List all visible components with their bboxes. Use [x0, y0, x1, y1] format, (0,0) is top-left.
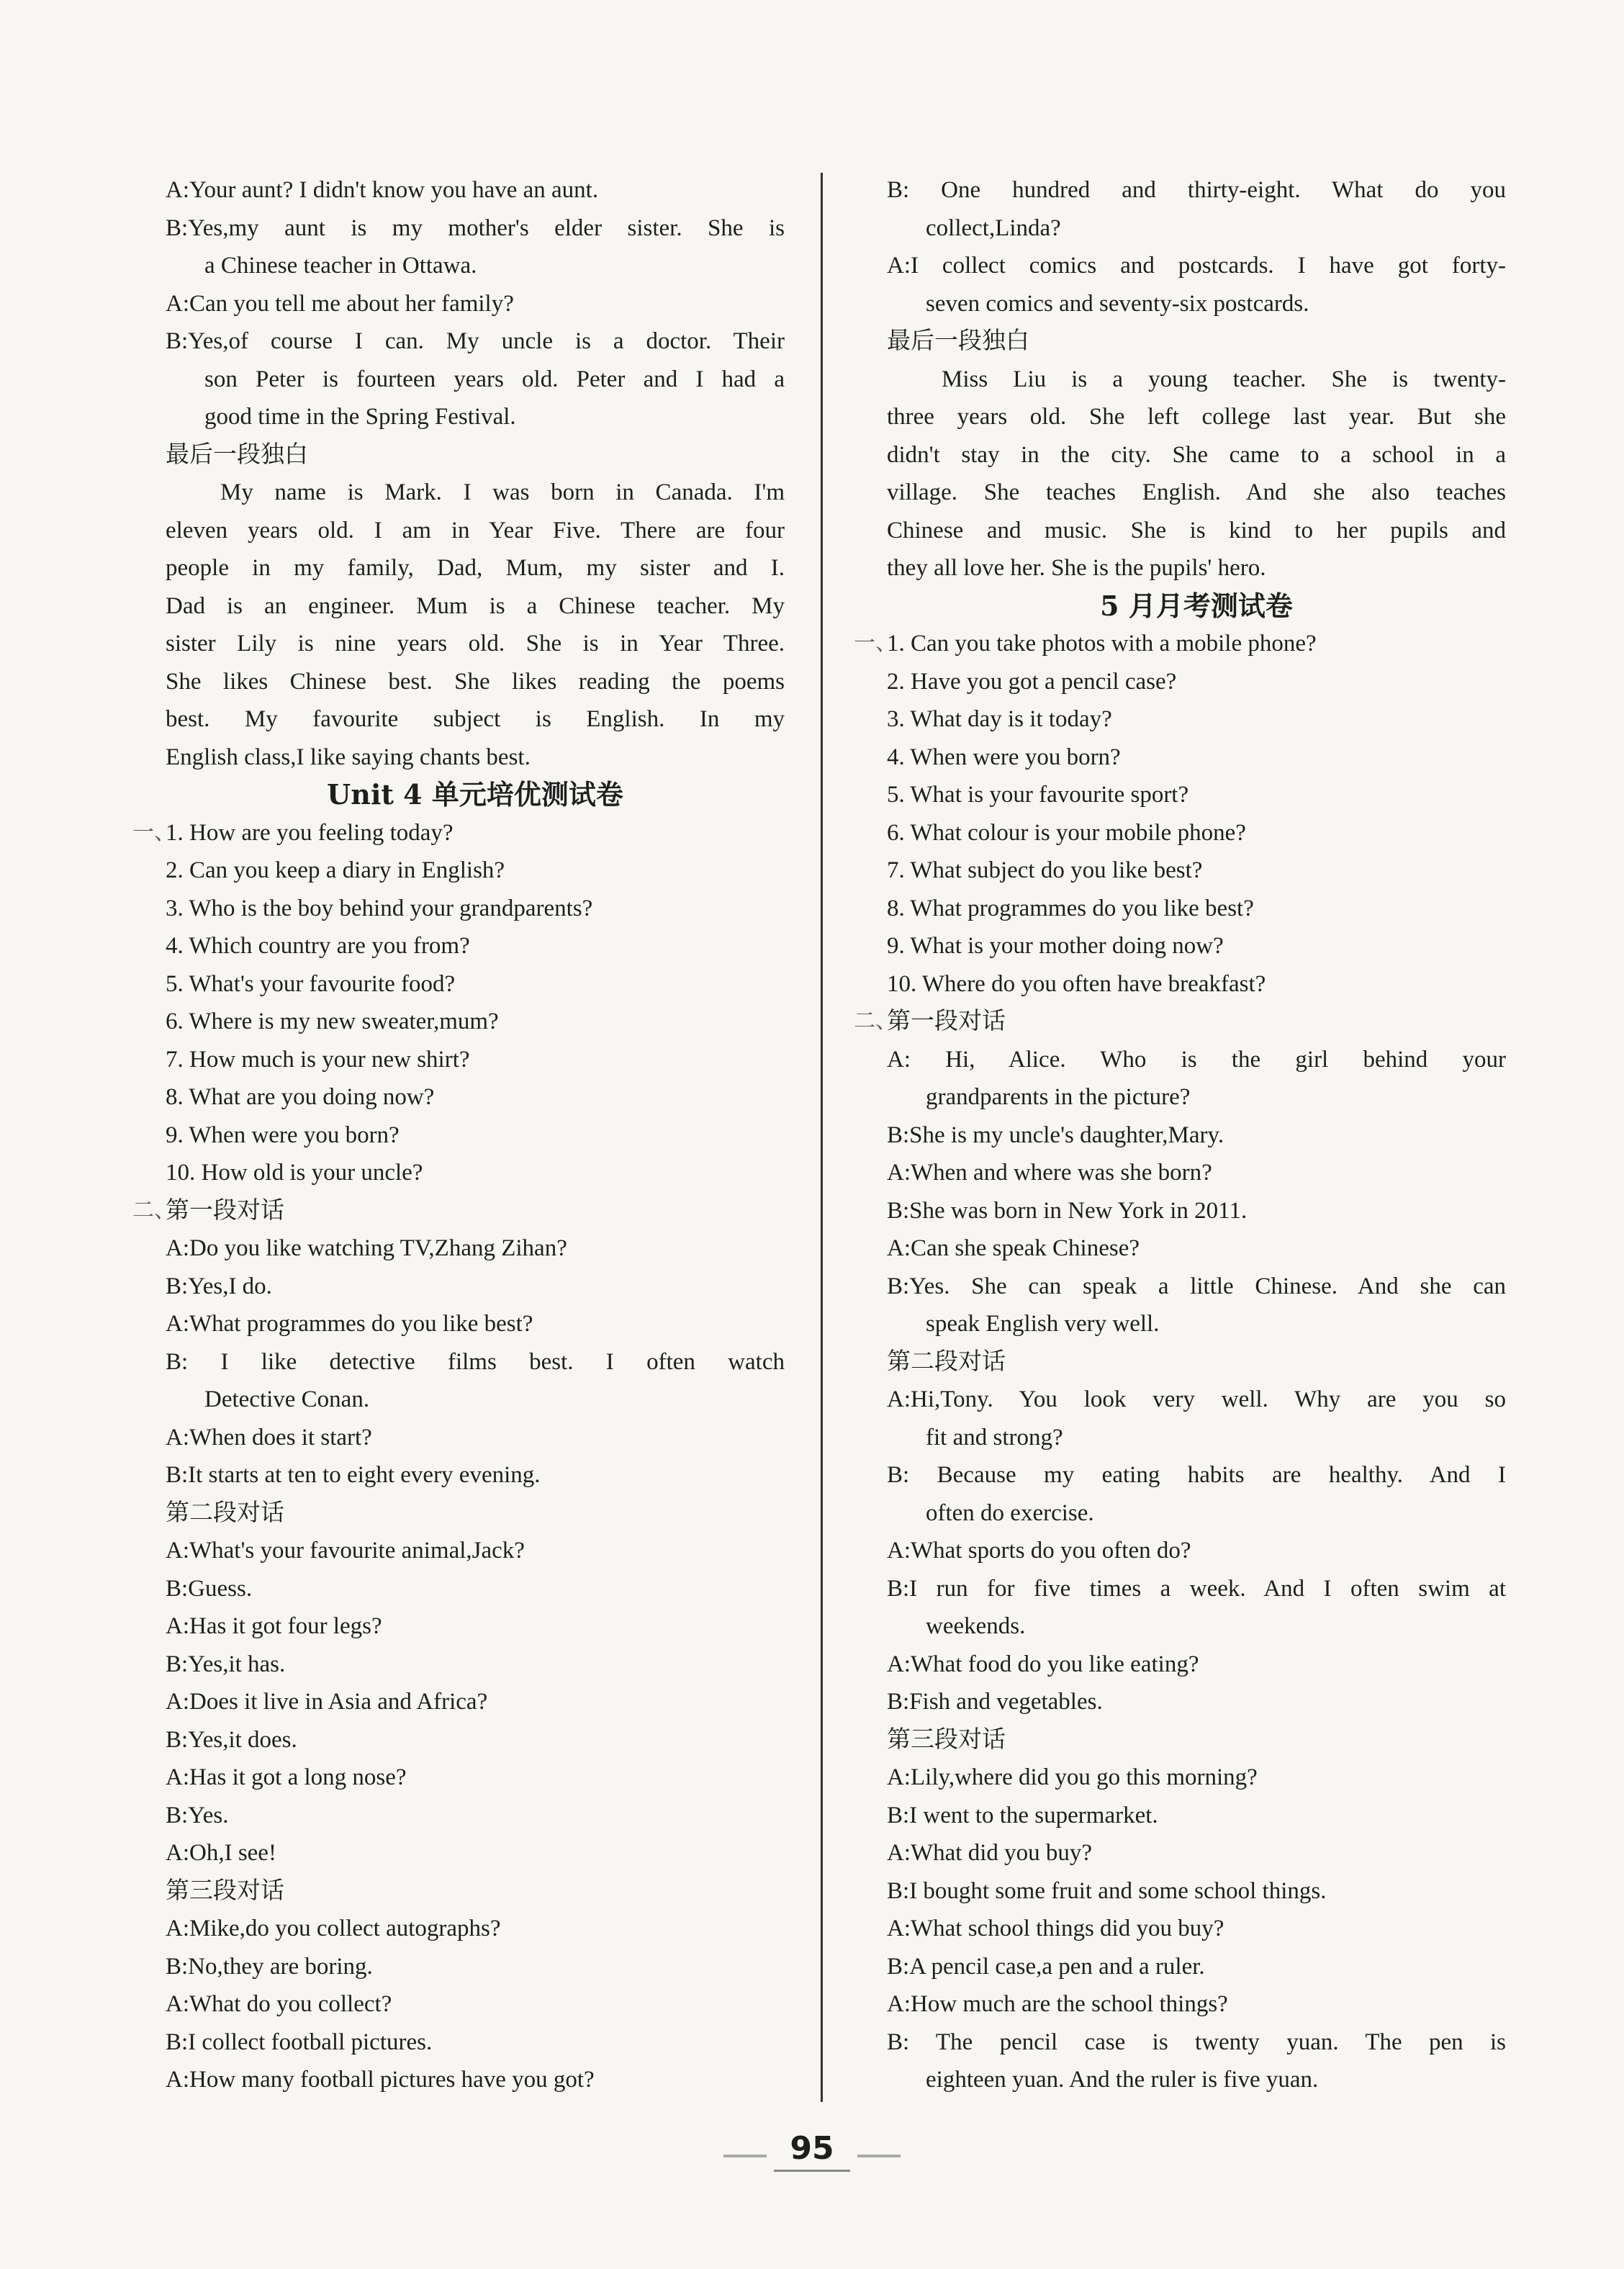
line-text: B:I bought some fruit and some school things. — [887, 1877, 1327, 1904]
text-line — [887, 361, 1506, 399]
column-divider — [821, 173, 823, 2102]
line-text: A:Can you tell me about her family? — [166, 290, 514, 317]
line-text: didn't stay in the city. She came to a school in a — [887, 441, 1506, 468]
text-line — [887, 1230, 1506, 1268]
line-text: A:What do you collect? — [166, 1991, 392, 2017]
text-line — [887, 852, 1506, 890]
line-text: 第一段对话 — [887, 1009, 1006, 1034]
line-text: 6. What colour is your mobile phone? — [887, 819, 1246, 846]
text-line — [166, 1154, 785, 1192]
line-text: A:Do you like watching TV,Zhang Zihan? — [166, 1235, 567, 1261]
line-text: A:Has it got a long nose? — [166, 1764, 407, 1790]
line-text: Chinese and music. She is kind to her pupils and — [887, 517, 1506, 543]
footer-ornament-right — [857, 2155, 901, 2157]
text-line — [887, 1985, 1506, 2024]
line-text: B:Yes. She can speak a little Chinese. And she can — [887, 1273, 1506, 1299]
text-line — [166, 1948, 785, 1986]
text-line — [887, 1456, 1506, 1494]
line-text: 9. When were you born? — [166, 1122, 400, 1148]
text-line — [887, 1607, 1506, 1646]
text-line — [887, 700, 1506, 739]
line-text: 4. When were you born? — [887, 744, 1121, 770]
line-text: A: Hi, Alice. Who is the girl behind your — [887, 1046, 1506, 1073]
text-line — [166, 1494, 785, 1533]
text-line — [887, 209, 1506, 248]
section-marker: 一、 — [854, 631, 897, 655]
text-line — [887, 739, 1506, 777]
text-line — [887, 927, 1506, 965]
text-line — [887, 1797, 1506, 1835]
line-text: A:Lily,where did you go this morning? — [887, 1764, 1258, 1790]
text-line — [887, 1721, 1506, 1759]
line-text: She likes Chinese best. She likes reading the poems — [166, 668, 785, 695]
line-text: A:Does it live in Asia and Africa? — [166, 1689, 488, 1715]
text-line — [166, 1343, 785, 1381]
text-line — [887, 1381, 1506, 1419]
line-text: 最后一段独白 — [166, 441, 308, 468]
text-line — [166, 1117, 785, 1155]
text-line — [166, 322, 785, 361]
text-line — [166, 436, 785, 474]
page-footer — [0, 2127, 1624, 2172]
line-text: Detective Conan. — [204, 1386, 370, 1412]
line-text: A:Your aunt? I didn't know you have an aunt. — [166, 177, 599, 203]
text-line — [166, 625, 785, 663]
line-text: A:How many football pictures have you got? — [166, 2067, 595, 2093]
line-text: B: Because my eating habits are healthy. And I — [887, 1462, 1506, 1488]
line-text: 第二段对话 — [166, 1499, 284, 1526]
line-text: 7. What subject do you like best? — [887, 857, 1203, 883]
line-text: B:Yes. — [166, 1802, 229, 1828]
section-marker: 一、 — [132, 820, 176, 844]
line-text: A:Mike,do you collect autographs? — [166, 1916, 501, 1941]
text-line — [166, 1834, 785, 1872]
line-text: 1. Can you take photos with a mobile phone? — [887, 631, 1317, 657]
line-text: best. My favourite subject is English. In my — [166, 706, 785, 732]
line-text: eleven years old. I am in Year Five. There are four — [166, 517, 785, 543]
text-line — [166, 1759, 785, 1797]
line-text: English class,I like saying chants best. — [166, 744, 531, 770]
text-line — [166, 1532, 785, 1570]
line-text: they all love her. She is the pupils' hero. — [887, 555, 1266, 581]
line-text: A:What did you buy? — [887, 1840, 1093, 1866]
line-text: B:A pencil case,a pen and a ruler. — [887, 1953, 1205, 1980]
text-line — [887, 2061, 1506, 2099]
line-text: A:What food do you like eating? — [887, 1651, 1199, 1677]
line-text: B:I collect football pictures. — [166, 2029, 433, 2055]
text-line — [887, 549, 1506, 587]
line-text: B:I run for five times a week. And I often swim at — [887, 1575, 1506, 1602]
text-line — [887, 1683, 1506, 1721]
text-line — [166, 1041, 785, 1079]
text-line — [166, 587, 785, 626]
line-text: village. She teaches English. And she also teaches — [887, 479, 1506, 505]
line-text: Unit 4 单元培优测试卷 — [327, 778, 623, 811]
text-line — [887, 1117, 1506, 1155]
line-text: sister Lily is nine years old. She is in Year Three. — [166, 631, 785, 657]
line-text: B:I went to the supermarket. — [887, 1802, 1158, 1828]
text-line — [887, 776, 1506, 814]
line-text: A:When does it start? — [166, 1424, 372, 1451]
text-line — [166, 1646, 785, 1684]
text-line — [887, 247, 1506, 285]
text-line — [887, 1343, 1506, 1381]
line-text: three years old. She left college last year. But she — [887, 404, 1506, 430]
text-line — [854, 625, 1506, 663]
text-line — [887, 512, 1506, 550]
line-text: B:She is my uncle's daughter,Mary. — [887, 1122, 1224, 1148]
line-text: A:Can she speak Chinese? — [887, 1235, 1140, 1261]
text-line — [166, 285, 785, 323]
text-line — [887, 1570, 1506, 1608]
line-text: often do exercise. — [926, 1499, 1094, 1526]
line-text: 2. Have you got a pencil case? — [887, 668, 1177, 695]
line-text: B:Guess. — [166, 1575, 253, 1602]
text-line — [887, 1948, 1506, 1986]
section-heading — [887, 587, 1506, 626]
line-text: B: I like detective films best. I often watch — [166, 1348, 785, 1375]
section-marker: 二、 — [854, 1009, 897, 1033]
text-line — [166, 1456, 785, 1494]
line-text: B:Yes,it does. — [166, 1726, 297, 1753]
line-text: A:I collect comics and postcards. I have got forty- — [887, 253, 1506, 279]
line-text: A:When and where was she born? — [887, 1160, 1212, 1186]
text-line — [887, 1910, 1506, 1948]
text-line — [166, 549, 785, 587]
line-text: B:Yes,of course I can. My uncle is a doctor. Their — [166, 328, 785, 354]
text-line — [166, 1230, 785, 1268]
text-line — [166, 1797, 785, 1835]
line-text: grandparents in the picture? — [926, 1084, 1191, 1110]
line-text: son Peter is fourteen years old. Peter and I had a — [204, 366, 785, 392]
line-text: 5. What is your favourite sport? — [887, 782, 1189, 808]
text-line — [887, 965, 1506, 1003]
line-text: a Chinese teacher in Ottawa. — [204, 253, 477, 279]
line-text: A:Hi,Tony. You look very well. Why are you so — [887, 1386, 1506, 1412]
text-line — [166, 2061, 785, 2099]
line-text: B:It starts at ten to eight every evening. — [166, 1462, 541, 1488]
text-line — [166, 927, 785, 965]
text-line — [887, 890, 1506, 928]
text-line — [887, 171, 1506, 209]
section-marker: 二、 — [132, 1198, 176, 1222]
text-line — [887, 1154, 1506, 1192]
line-text: 2. Can you keep a diary in English? — [166, 857, 505, 883]
line-text: B:Yes,it has. — [166, 1651, 286, 1677]
text-line — [887, 285, 1506, 323]
text-line — [132, 1192, 785, 1230]
line-text: B:She was born in New York in 2011. — [887, 1197, 1248, 1224]
line-text: B:No,they are boring. — [166, 1953, 373, 1980]
text-line — [166, 171, 785, 209]
text-line — [887, 2024, 1506, 2062]
text-line — [166, 1721, 785, 1759]
line-text: B:Fish and vegetables. — [887, 1689, 1103, 1715]
line-text: A:Has it got four legs? — [166, 1613, 382, 1639]
text-line — [166, 1985, 785, 2024]
line-text: fit and strong? — [926, 1424, 1063, 1451]
line-text: 最后一段独白 — [887, 328, 1029, 354]
text-line — [166, 663, 785, 701]
line-text: 第一段对话 — [166, 1197, 284, 1224]
text-line — [166, 1419, 785, 1457]
text-line — [166, 890, 785, 928]
text-line — [166, 247, 785, 285]
line-text: B: The pencil case is twenty yuan. The pen is — [887, 2029, 1506, 2055]
left-column — [132, 171, 785, 2099]
line-text: 5. What's your favourite food? — [166, 970, 456, 997]
right-column — [854, 171, 1506, 2099]
text-line — [166, 398, 785, 436]
line-text: B:Yes,my aunt is my mother's elder sister. She is — [166, 215, 785, 241]
text-line — [166, 1381, 785, 1419]
line-text: A:What sports do you often do? — [887, 1538, 1191, 1564]
text-line — [132, 814, 785, 852]
text-line — [166, 1872, 785, 1911]
line-text: A:Oh,I see! — [166, 1840, 276, 1866]
line-text: Dad is an engineer. Mum is a Chinese teacher. My — [166, 592, 785, 619]
line-text: people in my family, Dad, Mum, my sister and I. — [166, 555, 785, 581]
line-text: B:Yes,I do. — [166, 1273, 272, 1299]
text-line — [887, 814, 1506, 852]
text-line — [887, 1646, 1506, 1684]
text-line — [166, 1003, 785, 1041]
line-text: 8. What are you doing now? — [166, 1084, 435, 1110]
text-line — [887, 1268, 1506, 1306]
line-text: collect,Linda? — [926, 215, 1061, 241]
line-text: 第三段对话 — [166, 1877, 284, 1904]
line-text: A:What programmes do you like best? — [166, 1311, 533, 1337]
text-line — [166, 512, 785, 550]
line-text: 8. What programmes do you like best? — [887, 895, 1254, 921]
line-text: A:How much are the school things? — [887, 1991, 1228, 2017]
page-number: 95 — [774, 2127, 849, 2172]
text-line — [887, 663, 1506, 701]
text-line — [166, 1570, 785, 1608]
text-line — [887, 474, 1506, 512]
text-line — [887, 1532, 1506, 1570]
line-text: 10. How old is your uncle? — [166, 1160, 423, 1186]
line-text: 7. How much is your new shirt? — [166, 1046, 470, 1073]
line-text: 4. Which country are you from? — [166, 933, 470, 959]
line-text: A:What's your favourite animal,Jack? — [166, 1538, 525, 1564]
text-line — [166, 1683, 785, 1721]
section-heading — [166, 776, 785, 814]
text-line — [166, 965, 785, 1003]
line-text: My name is Mark. I was born in Canada. I'm — [220, 479, 785, 505]
text-line — [166, 1305, 785, 1343]
text-line — [887, 1305, 1506, 1343]
line-text: seven comics and seventy-six postcards. — [926, 290, 1309, 317]
line-text: good time in the Spring Festival. — [204, 404, 516, 430]
line-text: 3. Who is the boy behind your grandparents? — [166, 895, 593, 921]
text-line — [887, 436, 1506, 474]
text-line — [166, 852, 785, 890]
text-line — [887, 398, 1506, 436]
text-line — [166, 2024, 785, 2062]
line-text: 10. Where do you often have breakfast? — [887, 970, 1266, 997]
line-text: 9. What is your mother doing now? — [887, 933, 1224, 959]
text-line — [887, 1834, 1506, 1872]
text-line — [166, 474, 785, 512]
text-line — [887, 1041, 1506, 1079]
text-line — [166, 700, 785, 739]
line-text: 5 月月考测试卷 — [1100, 589, 1293, 622]
text-line — [887, 1192, 1506, 1230]
line-text: 3. What day is it today? — [887, 706, 1112, 732]
line-text: 6. Where is my new sweater,mum? — [166, 1009, 499, 1034]
line-text: 第三段对话 — [887, 1726, 1006, 1753]
text-line — [166, 1607, 785, 1646]
line-text: speak English very well. — [926, 1311, 1160, 1337]
text-line — [887, 1494, 1506, 1533]
line-text: 第二段对话 — [887, 1348, 1006, 1375]
line-text: A:What school things did you buy? — [887, 1916, 1224, 1941]
text-line — [854, 1003, 1506, 1041]
text-line — [887, 1759, 1506, 1797]
text-line — [887, 1078, 1506, 1117]
line-text: eighteen yuan. And the ruler is five yuan. — [926, 2067, 1319, 2093]
footer-ornament-left — [723, 2155, 767, 2157]
text-line — [166, 1268, 785, 1306]
text-line — [887, 1872, 1506, 1911]
text-line — [887, 1419, 1506, 1457]
line-text: 1. How are you feeling today? — [166, 819, 454, 846]
text-line — [166, 1910, 785, 1948]
text-line — [166, 209, 785, 248]
text-line — [166, 1078, 785, 1117]
text-line — [887, 322, 1506, 361]
line-text: B: One hundred and thirty-eight. What do you — [887, 177, 1506, 203]
line-text: weekends. — [926, 1613, 1026, 1639]
text-line — [166, 361, 785, 399]
text-line — [166, 739, 785, 777]
line-text: Miss Liu is a young teacher. She is twenty- — [942, 366, 1506, 392]
